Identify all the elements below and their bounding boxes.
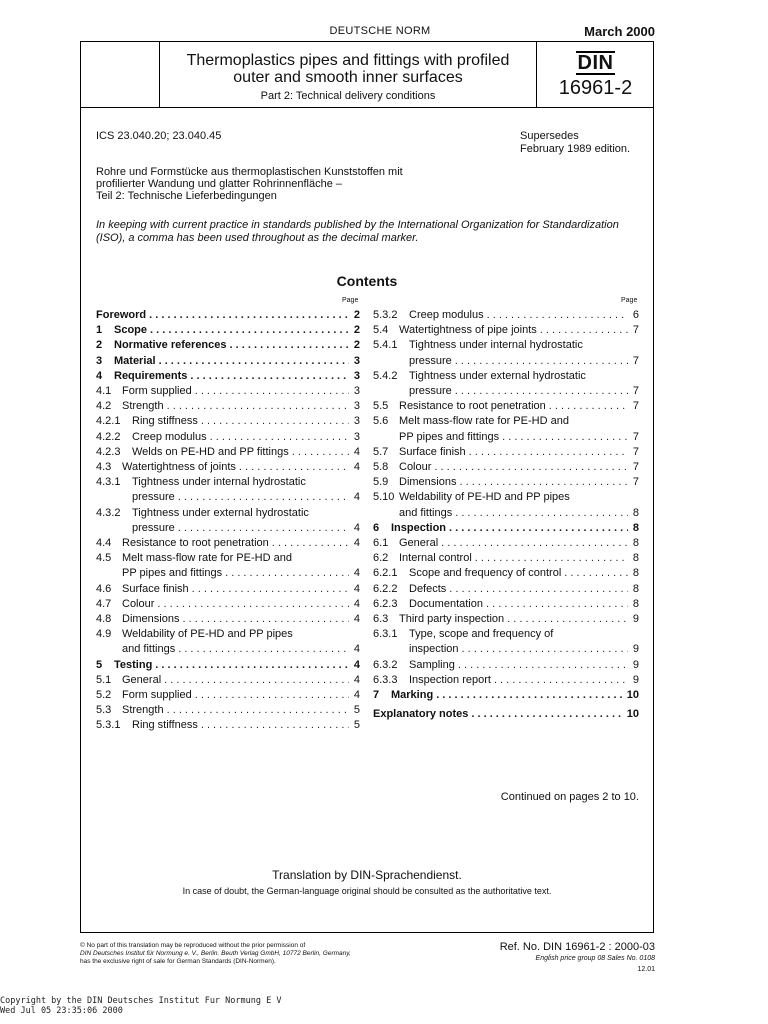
toc-leader-dots xyxy=(455,384,628,399)
toc-entry-number: 5.3.2 xyxy=(373,309,398,321)
toc-entry-page: 8 xyxy=(632,552,639,565)
toc-leader-dots xyxy=(157,597,349,612)
toc-leader-dots xyxy=(540,323,628,338)
toc-entry-page: 7 xyxy=(632,324,639,337)
toc-entry-number: 4.2.1 xyxy=(96,415,121,428)
toc-leader-dots xyxy=(182,612,349,627)
toc-entry[interactable] xyxy=(96,384,360,399)
toc-entry-number: 6.3.3 xyxy=(373,673,398,686)
toc-entry-title-cont: PP pipes and fittings xyxy=(122,567,223,580)
toc-entry-page: 7 xyxy=(632,430,639,443)
toc-entry-page: 3 xyxy=(353,369,360,382)
toc-entry[interactable] xyxy=(373,308,639,323)
toc-entry-title: Defects xyxy=(409,582,447,595)
toc-leader-dots xyxy=(230,338,349,353)
toc-entry-number: 6.1 xyxy=(373,537,389,550)
toc-entry[interactable] xyxy=(96,718,360,733)
toc-leader-dots xyxy=(201,718,349,733)
toc-entry[interactable] xyxy=(373,399,639,414)
toc-entry[interactable] xyxy=(373,597,639,612)
title-block xyxy=(80,41,654,108)
toc-leader-dots xyxy=(155,658,349,673)
toc-entry-title-cont: pressure xyxy=(132,491,175,504)
toc-entry-number: 4.2.3 xyxy=(96,445,121,458)
document-title-line2: outer and smooth inner surfaces xyxy=(233,69,463,86)
toc-entry-title: Welds on PE-HD and PP fittings xyxy=(132,445,289,458)
toc-entry[interactable] xyxy=(96,460,360,475)
toc-leader-dots xyxy=(458,658,628,673)
ics-codes: ICS 23.040.20; 23.040.45 xyxy=(96,130,222,142)
reference-code: 12.01 xyxy=(637,966,655,973)
toc-leader-dots xyxy=(455,506,628,521)
toc-leader-dots xyxy=(549,399,628,414)
contents-heading: Contents xyxy=(336,273,398,289)
toc-entry-title: Form supplied xyxy=(122,385,192,398)
toc-leader-dots xyxy=(441,536,628,551)
toc-entry[interactable] xyxy=(373,551,639,566)
toc-entry[interactable] xyxy=(373,688,639,703)
toc-entry-page: 4 xyxy=(353,491,360,504)
toc-entry-page: 8 xyxy=(632,506,639,519)
din-cell xyxy=(536,41,654,107)
toc-leader-dots xyxy=(195,384,349,399)
toc-entry[interactable] xyxy=(96,308,360,323)
supersedes-note xyxy=(520,130,630,156)
toc-leader-dots xyxy=(272,536,349,551)
stamp-line1: Copyright by the DIN Deutsches Institut Fur Normung E V xyxy=(0,996,282,1006)
toc-entry-title: Material xyxy=(114,354,156,367)
toc-entry[interactable] xyxy=(373,475,639,490)
document-subtitle: Part 2: Technical delivery conditions xyxy=(260,90,436,102)
toc-leader-dots xyxy=(178,642,349,657)
toc-leader-dots xyxy=(455,354,628,369)
toc-entry-number: 5.4 xyxy=(373,324,389,337)
toc-entry-title: Strength xyxy=(122,704,164,717)
toc-entry-page: 3 xyxy=(353,430,360,443)
toc-entry-title: Tightness under external hydrostatic xyxy=(409,369,586,382)
toc-entry-page: 8 xyxy=(632,582,639,595)
toc-entry-title: Ring stiffness xyxy=(132,719,198,732)
toc-entry-page: 7 xyxy=(632,445,639,458)
toc-entry-page: 2 xyxy=(353,339,360,352)
toc-entry-page: 4 xyxy=(353,537,360,550)
toc-entry-number: 6.3.1 xyxy=(373,628,398,641)
toc-entry-number: 6.3.2 xyxy=(373,658,398,671)
toc-entry[interactable] xyxy=(96,369,360,384)
toc-entry-title: Creep modulus xyxy=(132,430,207,443)
toc-entry-title: Type, scope and frequency of xyxy=(409,628,554,641)
german-title-line3: Teil 2: Technische Lieferbedingungen xyxy=(96,190,277,202)
page-column-label-right: Page xyxy=(621,297,638,304)
toc-entry[interactable] xyxy=(373,582,639,597)
toc-entry-page: 2 xyxy=(353,324,360,337)
toc-entry-number: 6 xyxy=(373,521,380,534)
toc-entry-number: 5.2 xyxy=(96,689,112,702)
toc-entry-page: 9 xyxy=(632,658,639,671)
toc-leader-dots xyxy=(149,308,349,323)
toc-entry[interactable] xyxy=(373,521,639,536)
toc-entry[interactable] xyxy=(96,338,360,353)
toc-leader-dots xyxy=(449,521,628,536)
toc-leader-dots xyxy=(195,688,349,703)
toc-entry-title: Third party inspection xyxy=(399,613,505,626)
toc-entry-page: 9 xyxy=(632,673,639,686)
reference-number: Ref. No. DIN 16961-2 : 2000-03 xyxy=(499,941,655,953)
toc-leader-dots xyxy=(167,399,349,414)
toc-leader-dots xyxy=(436,688,622,703)
price-group: English price group 08 Sales No. 0108 xyxy=(535,955,655,962)
toc-entry-number: 5.5 xyxy=(373,400,389,413)
toc-leader-dots xyxy=(192,582,349,597)
toc-entry-page: 5 xyxy=(353,704,360,717)
toc-entry-page: 3 xyxy=(353,385,360,398)
toc-leader-dots xyxy=(292,445,349,460)
toc-entry-title: Melt mass-flow rate for PE-HD and xyxy=(122,552,292,565)
toc-entry-title: Colour xyxy=(399,461,432,474)
toc-entry-title: Tightness under internal hydrostatic xyxy=(132,476,306,489)
toc-entry[interactable] xyxy=(373,707,639,722)
toc-leader-dots xyxy=(239,460,349,475)
toc-entry[interactable] xyxy=(373,460,639,475)
toc-entry-title: Explanatory notes xyxy=(373,708,469,721)
copyright-line3: has the exclusive right of sale for German Standards (DIN-Normen). xyxy=(80,958,276,965)
toc-entry-page: 4 xyxy=(353,582,360,595)
toc-entry-page: 4 xyxy=(353,643,360,656)
toc-entry-title: Tightness under internal hydrostatic xyxy=(409,339,583,352)
supersedes-line1: Supersedes xyxy=(520,130,579,142)
toc-leader-dots xyxy=(564,566,628,581)
supersedes-line2: February 1989 edition. xyxy=(520,143,631,155)
toc-entry-page: 3 xyxy=(353,415,360,428)
toc-entry-number: 3 xyxy=(96,354,103,367)
continued-note: Continued on pages 2 to 10. xyxy=(500,791,639,803)
copyright-line2: DIN Deutsches Institut für Normung e. V., Berlin. Beuth Verlag GmbH, 10772 Berlin, Germany, xyxy=(80,950,351,957)
toc-entry-number: 4.8 xyxy=(96,613,112,626)
toc-entry-number: 5.8 xyxy=(373,461,389,474)
toc-entry-page: 3 xyxy=(353,354,360,367)
toc-leader-dots xyxy=(469,445,628,460)
toc-entry-number: 1 xyxy=(96,324,103,337)
toc-entry-number: 4.9 xyxy=(96,628,112,641)
toc-entry-page: 4 xyxy=(353,445,360,458)
toc-entry-title: Sampling xyxy=(409,658,455,671)
toc-entry[interactable] xyxy=(373,658,639,673)
toc-entry-title: Surface finish xyxy=(122,582,189,595)
toc-entry-title: Watertightness of joints xyxy=(122,461,236,474)
toc-leader-dots xyxy=(150,323,349,338)
toc-entry-title: Scope and frequency of control xyxy=(409,567,562,580)
toc-leader-dots xyxy=(462,642,628,657)
toc-entry[interactable] xyxy=(96,703,360,718)
toc-entry[interactable] xyxy=(96,673,360,688)
header-norm: DEUTSCHE NORM xyxy=(329,25,431,37)
toc-entry-title: Melt mass-flow rate for PE-HD and xyxy=(399,415,569,428)
toc-leader-dots xyxy=(225,566,349,581)
toc-entry[interactable] xyxy=(96,399,360,414)
toc-leader-dots xyxy=(502,430,628,445)
toc-entry-number: 5.4.2 xyxy=(373,369,398,382)
title-left-cell xyxy=(80,41,160,107)
toc-entry-number: 5.10 xyxy=(373,491,395,504)
toc-entry-number: 4.4 xyxy=(96,537,112,550)
toc-entry[interactable] xyxy=(373,536,639,551)
toc-entry-number: 4.3 xyxy=(96,461,112,474)
toc-entry-page: 4 xyxy=(353,461,360,474)
toc-entry-number: 5.9 xyxy=(373,476,389,489)
toc-entry-number: 6.2 xyxy=(373,552,389,565)
toc-entry-number: 4.6 xyxy=(96,582,112,595)
toc-entry-title: Watertightness of pipe joints xyxy=(399,324,537,337)
toc-entry-number: 2 xyxy=(96,339,103,352)
toc-leader-dots xyxy=(159,354,349,369)
toc-entry-title: Marking xyxy=(391,689,434,702)
toc-entry-page: 8 xyxy=(632,521,639,534)
toc-entry-page: 4 xyxy=(353,689,360,702)
header-date: March 2000 xyxy=(584,24,655,39)
toc-entry-page: 9 xyxy=(632,613,639,626)
copyright-notice xyxy=(80,942,440,966)
toc-entry-title: Foreword xyxy=(96,309,147,321)
toc-entry-title: Creep modulus xyxy=(409,309,484,321)
toc-entry[interactable] xyxy=(96,612,360,627)
toc-entry[interactable] xyxy=(373,323,639,338)
toc-entry-page: 6 xyxy=(632,309,639,321)
toc-entry-page: 7 xyxy=(632,461,639,474)
german-title-line2: profilierter Wandung und glatter Rohrinnenfläche – xyxy=(96,178,343,190)
toc-leader-dots xyxy=(475,551,628,566)
toc-entry-page: 7 xyxy=(632,354,639,367)
toc-entry[interactable] xyxy=(96,627,360,657)
toc-leader-dots xyxy=(507,612,628,627)
toc-entry[interactable] xyxy=(96,597,360,612)
toc-entry[interactable] xyxy=(373,566,639,581)
toc-entry-title-cont: pressure xyxy=(409,385,452,398)
toc-entry-title: Surface finish xyxy=(399,445,466,458)
toc-entry-page: 7 xyxy=(632,385,639,398)
toc-entry-title: Weldability of PE-HD and PP pipes xyxy=(399,491,570,504)
toc-leader-dots xyxy=(190,369,349,384)
toc-entry-page: 10 xyxy=(626,689,639,702)
toc-entry-number: 5.6 xyxy=(373,415,389,428)
toc-leader-dots xyxy=(167,703,349,718)
toc-entry-number: 4.5 xyxy=(96,552,112,565)
toc-entry-title: Internal control xyxy=(399,552,472,565)
toc-leader-dots xyxy=(494,673,628,688)
toc-entry[interactable] xyxy=(373,627,639,657)
toc-entry[interactable] xyxy=(96,445,360,460)
toc-entry-number: 4.3.1 xyxy=(96,476,121,489)
toc-entry-number: 5.3.1 xyxy=(96,719,121,732)
toc-entry-title: Dimensions xyxy=(122,613,180,626)
toc-entry[interactable] xyxy=(96,506,360,536)
toc-entry-title: Weldability of PE-HD and PP pipes xyxy=(122,628,293,641)
toc-entry[interactable] xyxy=(373,338,639,368)
toc-entry[interactable] xyxy=(373,414,639,444)
note-line1: In keeping with current practice in standards published by the International Organization for Standardization xyxy=(96,219,619,231)
toc-entry-number: 7 xyxy=(373,689,380,702)
toc-entry-number: 4.7 xyxy=(96,597,112,610)
toc-entry-number: 4 xyxy=(96,369,103,382)
toc-entry-page: 7 xyxy=(632,400,639,413)
decimal-marker-note xyxy=(96,219,646,245)
toc-entry-number: 6.2.2 xyxy=(373,582,398,595)
toc-leader-dots xyxy=(164,673,349,688)
toc-entry[interactable] xyxy=(373,369,639,399)
din-logo: DIN xyxy=(577,52,614,74)
toc-leader-dots xyxy=(178,521,349,536)
toc-entry-page: 8 xyxy=(632,537,639,550)
toc-entry-title: Tightness under external hydrostatic xyxy=(132,506,309,519)
toc-entry-title: Inspection xyxy=(391,521,447,534)
toc-entry[interactable] xyxy=(96,658,360,673)
toc-entry-page: 4 xyxy=(353,521,360,534)
toc-entry-title-cont: and fittings xyxy=(122,643,176,656)
toc-entry[interactable] xyxy=(96,582,360,597)
toc-entry-title-cont: pressure xyxy=(132,521,175,534)
toc-entry-number: 4.1 xyxy=(96,385,112,398)
toc-entry[interactable] xyxy=(373,612,639,627)
toc-entry-title: Colour xyxy=(122,597,155,610)
toc-leader-dots xyxy=(210,430,349,445)
toc-entry-page: 4 xyxy=(353,658,360,671)
toc-entry[interactable] xyxy=(96,475,360,505)
toc-left-column xyxy=(96,308,360,734)
toc-entry-page: 4 xyxy=(353,597,360,610)
toc-entry-page: 8 xyxy=(632,597,639,610)
toc-entry-number: 5.4.1 xyxy=(373,339,398,352)
toc-entry-page: 4 xyxy=(353,613,360,626)
toc-entry-page: 2 xyxy=(353,309,360,321)
toc-entry-number: 4.2.2 xyxy=(96,430,121,443)
toc-entry-title: Dimensions xyxy=(399,476,457,489)
toc-right-column xyxy=(373,308,639,722)
copyright-line1: © No part of this translation may be reproduced without the prior permission of xyxy=(80,942,306,949)
toc-entry-title: Documentation xyxy=(409,597,483,610)
toc-entry-page: 4 xyxy=(353,567,360,580)
toc-leader-dots xyxy=(449,582,628,597)
toc-entry-title-cont: inspection xyxy=(409,643,459,656)
toc-entry-title: Normative references xyxy=(114,339,227,352)
din-number: 16961-2 xyxy=(558,77,633,99)
toc-entry-number: 5.1 xyxy=(96,673,112,686)
toc-entry-title: General xyxy=(122,673,162,686)
toc-entry-title-cont: PP pipes and fittings xyxy=(399,430,500,443)
toc-entry-page: 9 xyxy=(632,643,639,656)
toc-entry-number: 6.2.1 xyxy=(373,567,398,580)
toc-leader-dots xyxy=(486,597,628,612)
toc-entry-number: 6.3 xyxy=(373,613,389,626)
toc-entry-title: Form supplied xyxy=(122,689,192,702)
authoritative-text-note: In case of doubt, the German-language original should be consulted as the authoritative text. xyxy=(182,886,552,896)
german-title-line1: Rohre und Formstücke aus thermoplastischen Kunststoffen mit xyxy=(96,166,403,178)
toc-entry-title: Strength xyxy=(122,400,164,413)
toc-entry-title: Testing xyxy=(114,658,153,671)
toc-entry-page: 3 xyxy=(353,400,360,413)
toc-entry[interactable] xyxy=(96,323,360,338)
toc-entry-title: Inspection report xyxy=(409,673,491,686)
toc-entry-page: 10 xyxy=(626,708,639,721)
toc-entry-title: Scope xyxy=(114,324,148,337)
toc-entry-page: 4 xyxy=(353,673,360,686)
page-column-label-left: Page xyxy=(342,297,359,304)
toc-entry-title-cont: pressure xyxy=(409,354,452,367)
toc-entry-title: Requirements xyxy=(114,369,188,382)
toc-entry[interactable] xyxy=(96,688,360,703)
print-stamp xyxy=(0,996,281,1016)
toc-entry-title: Resistance to root penetration xyxy=(399,400,546,413)
toc-entry[interactable] xyxy=(96,354,360,369)
toc-entry-title: Ring stiffness xyxy=(132,415,198,428)
toc-leader-dots xyxy=(201,414,349,429)
toc-entry[interactable] xyxy=(373,490,639,520)
toc-entry-title: Resistance to root penetration xyxy=(122,537,269,550)
translation-credit: Translation by DIN-Sprachendienst. xyxy=(272,868,462,882)
toc-leader-dots xyxy=(178,490,349,505)
toc-entry-number: 5 xyxy=(96,658,103,671)
toc-entry-number: 4.2 xyxy=(96,400,112,413)
toc-entry[interactable] xyxy=(373,673,639,688)
toc-leader-dots xyxy=(487,308,628,323)
toc-entry-number: 5.3 xyxy=(96,704,112,717)
german-title xyxy=(96,166,546,202)
toc-leader-dots xyxy=(459,475,628,490)
toc-leader-dots xyxy=(471,707,622,722)
toc-entry[interactable] xyxy=(96,536,360,551)
toc-entry-page: 7 xyxy=(632,476,639,489)
toc-entry-page: 8 xyxy=(632,567,639,580)
toc-entry-title: General xyxy=(399,537,439,550)
toc-entry-number: 6.2.3 xyxy=(373,597,398,610)
toc-entry-number: 5.7 xyxy=(373,445,389,458)
toc-entry[interactable] xyxy=(96,551,360,581)
toc-entry-number: 4.3.2 xyxy=(96,506,121,519)
toc-leader-dots xyxy=(434,460,628,475)
toc-entry-page: 5 xyxy=(353,719,360,732)
toc-entry-title-cont: and fittings xyxy=(399,506,453,519)
title-center-cell xyxy=(160,41,536,102)
toc-entry[interactable] xyxy=(96,414,360,429)
note-line2: (ISO), a comma has been used throughout as the decimal marker. xyxy=(96,232,419,244)
toc-entry[interactable] xyxy=(373,445,639,460)
document-title xyxy=(160,52,536,86)
stamp-line2: Wed Jul 05 23:35:06 2000 xyxy=(0,1006,123,1016)
toc-entry[interactable] xyxy=(96,430,360,445)
document-title-line1: Thermoplastics pipes and fittings with profiled xyxy=(186,52,510,69)
